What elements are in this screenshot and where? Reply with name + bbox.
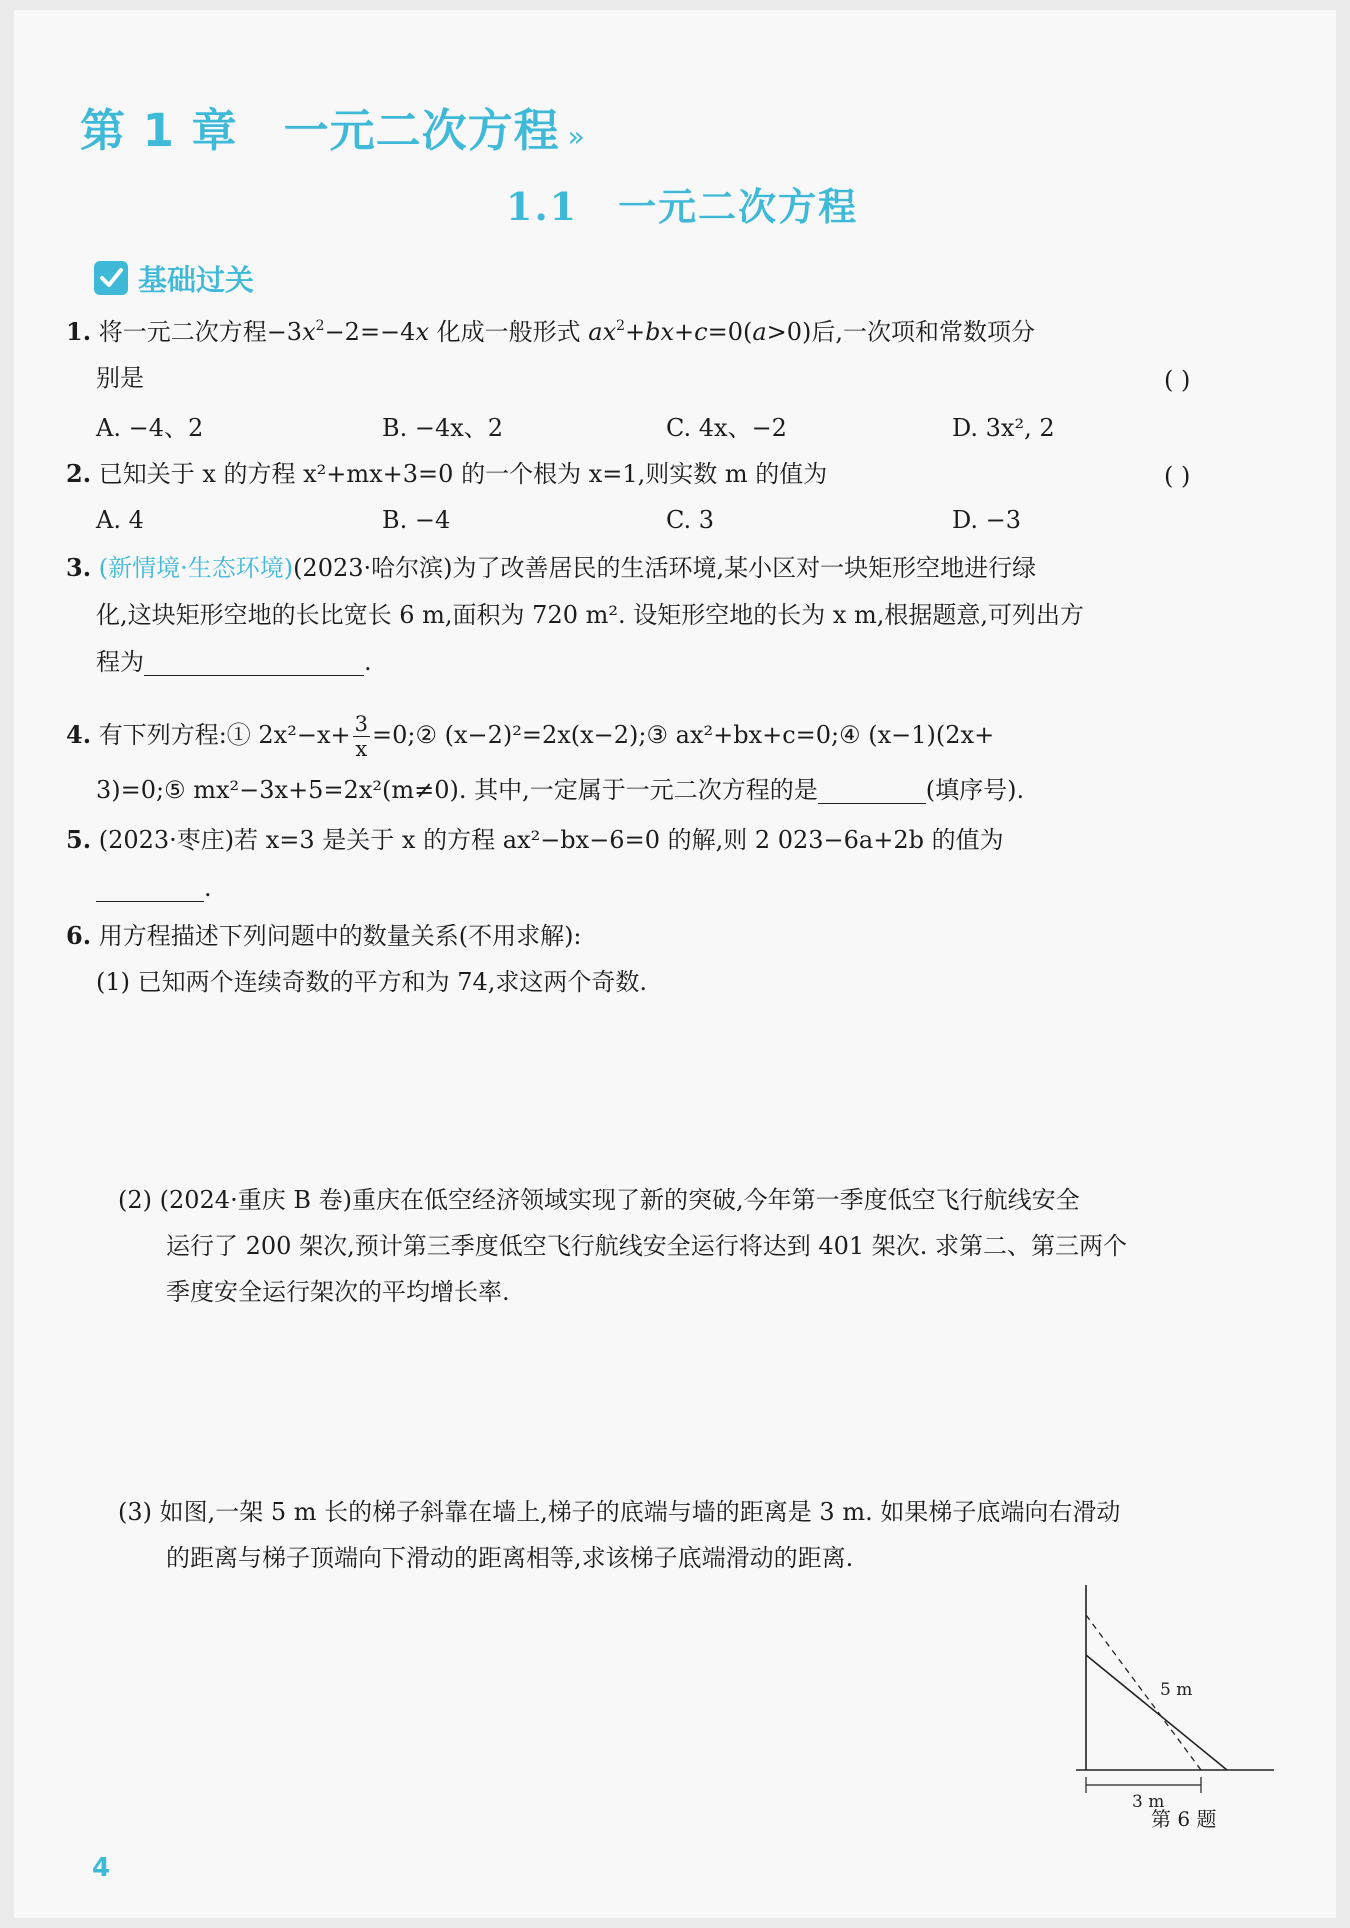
basic-heading <box>94 259 254 297</box>
q1-text-d: =0( <box>707 318 753 346</box>
option-a: A. 4 <box>96 506 144 534</box>
fraction-numerator: 3 <box>354 712 368 736</box>
q3-text: (2023·哈尔滨)为了改善居民的生活环境,某小区对一块矩形空地进行绿 <box>293 554 1037 582</box>
question-6-part-1: (1) 已知两个连续奇数的平方和为 74,求这两个奇数. <box>96 968 648 996</box>
question-3-line-2: 化,这块矩形空地的长比宽长 6 m,面积为 720 m². 设矩形空地的长为 x m,根据题意,可列出方 <box>96 601 1085 629</box>
chapter-title: 一元二次方程 <box>283 104 560 157</box>
answer-paren: ( ) <box>1164 462 1191 490</box>
question-number: 3. <box>66 553 92 582</box>
page <box>14 10 1336 1918</box>
question-6-part-2-line-2: 运行了 200 架次,预计第三季度低空飞行航线安全运行将达到 401 架次. 求第二、第三两个 <box>166 1232 1128 1260</box>
checkmark-icon <box>94 261 128 295</box>
question-3-line-1 <box>66 552 1036 584</box>
ladder-line <box>1086 1655 1227 1770</box>
chapter-heading <box>80 94 586 159</box>
q1-text-b: −2=−4 <box>324 318 416 346</box>
answer-paren: ( ) <box>1164 366 1191 394</box>
option-b: B. −4 <box>382 506 451 534</box>
question-2-line-1 <box>66 458 827 490</box>
figure-caption: 第 6 题 <box>1151 1807 1217 1831</box>
chapter-arrows-icon: » <box>567 120 586 153</box>
question-6-part-2-line-1: (2) (2024·重庆 B 卷)重庆在低空经济领域实现了新的突破,今年第一季度低空飞行航线安全 <box>118 1186 1080 1214</box>
basic-label: 基础过关 <box>138 262 255 297</box>
q1-text-a: 将一元二次方程−3 <box>98 318 303 346</box>
q4-text: =0;② (x−2)²=2x(x−2);③ ax²+bx+c=0;④ (x−1)(2x+ <box>371 721 995 749</box>
answer-blank[interactable] <box>818 777 926 804</box>
question-6-part-3-line-2: 的距离与梯子顶端向下滑动的距离相等,求该梯子底端滑动的距离. <box>166 1544 854 1572</box>
option-c: C. 3 <box>666 506 715 534</box>
question-6-part-2-line-3: 季度安全运行架次的平均增长率. <box>166 1278 510 1306</box>
question-6-intro <box>66 920 582 952</box>
question-5-line-1 <box>66 824 1004 856</box>
question-number: 6. <box>66 921 92 950</box>
option-b: B. −4x、2 <box>382 414 504 442</box>
option-d: D. −3 <box>952 506 1022 534</box>
q4-text: 3)=0;⑤ mx²−3x+5=2x²(m≠0). 其中,一定属于一元二次方程的是 <box>96 776 818 804</box>
option-a: A. −4、2 <box>96 414 204 442</box>
question-number: 4. <box>66 720 92 749</box>
answer-blank[interactable] <box>96 875 204 902</box>
section-number: 1.1 <box>506 184 579 229</box>
q3-text: 程为 <box>96 648 144 676</box>
section-heading <box>506 176 858 231</box>
question-6-part-3-line-1: (3) 如图,一架 5 m 长的梯子斜靠在墙上,梯子的底端与墙的距离是 3 m. 如果梯子底端向右滑动 <box>118 1498 1121 1526</box>
chapter-number: 第 1 章 <box>80 104 238 157</box>
question-4-line-2 <box>96 774 1024 806</box>
fraction-denominator: x <box>355 737 368 761</box>
q6-intro-text: 用方程描述下列问题中的数量关系(不用求解): <box>98 922 582 950</box>
q2-text: 已知关于 x 的方程 x²+mx+3=0 的一个根为 x=1,则实数 m 的值为 <box>98 460 828 488</box>
section-title: 一元二次方程 <box>618 184 859 229</box>
q1-text-c: 化成一般形式 <box>436 318 581 346</box>
context-tag: (新情境·生态环境) <box>98 554 294 582</box>
q5-text: (2023·枣庄)若 x=3 是关于 x 的方程 ax²−bx−6=0 的解,则 2 023−6a+2b 的值为 <box>98 826 1004 854</box>
ladder-length-label: 5 m <box>1160 1680 1193 1700</box>
q1-text-e: >0)后,一次项和常数项分 <box>766 318 1036 346</box>
question-1-line-2: 别是 <box>96 364 144 392</box>
question-number: 1. <box>66 317 92 346</box>
question-3-line-3: 程为 . <box>96 648 372 676</box>
question-1-line-1: 1. 将一元二次方程$-3x^2-2=-4x$ 化成一般形式 $ax^2+bx+c=0(a>0)$后,一次项和常数项分 <box>66 317 1036 346</box>
question-number: 2. <box>66 459 92 488</box>
base-distance-label: 3 m <box>1132 1792 1165 1812</box>
fraction <box>353 712 370 761</box>
question-number: 5. <box>66 825 92 854</box>
q4-text: (填序号). <box>925 776 1025 804</box>
option-d: D. 3x², 2 <box>952 414 1055 442</box>
question-4-line-1 <box>66 712 994 761</box>
question-5-line-2: . <box>96 872 212 904</box>
q4-text: 有下列方程:① 2x²−x+ <box>98 721 351 749</box>
ladder-figure <box>1054 1585 1294 1815</box>
option-c: C. 4x、−2 <box>666 414 787 442</box>
page-number: 4 <box>92 1853 111 1883</box>
answer-blank[interactable] <box>144 649 364 676</box>
